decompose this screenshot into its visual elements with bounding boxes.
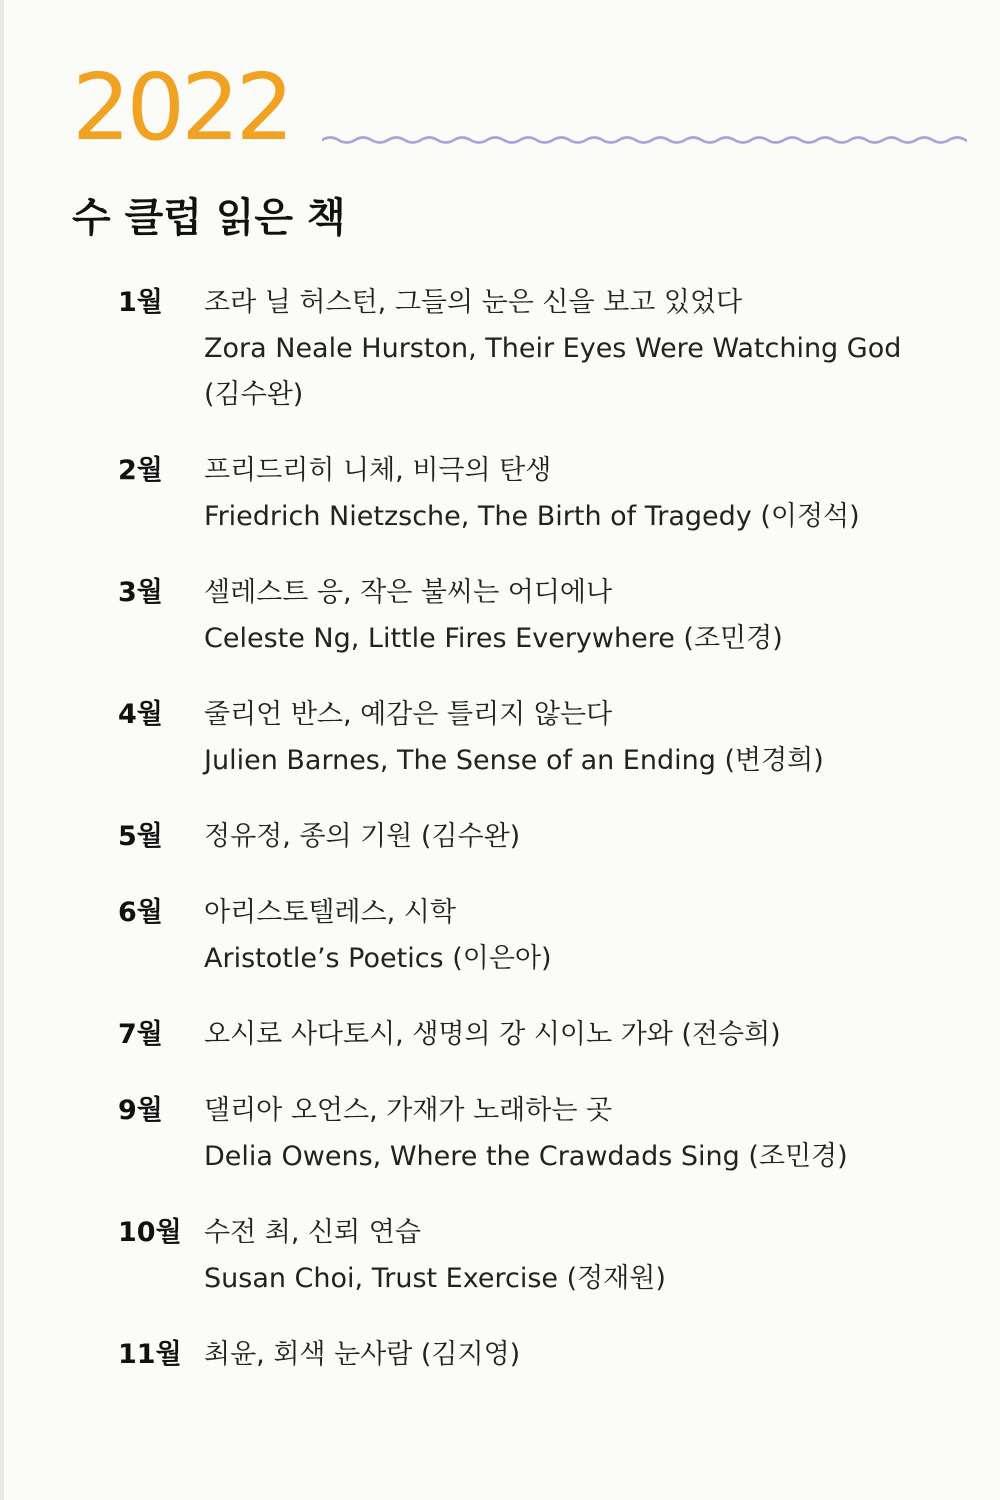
month-label: 11월 xyxy=(118,1339,182,1370)
book-list xyxy=(118,280,968,1378)
book-text-line: Zora Neale Hurston, Their Eyes Were Watching God xyxy=(204,333,902,364)
entry-spacer xyxy=(118,418,968,448)
entry-spacer xyxy=(118,662,968,692)
entry-spacer xyxy=(118,982,968,1012)
month-label: 7월 xyxy=(118,1019,163,1050)
book-text-line: 정유정, 종의 기원 (김수완) xyxy=(204,821,521,852)
entry-spacer xyxy=(118,1058,968,1088)
wavy-divider xyxy=(322,126,967,154)
month-label: 2월 xyxy=(118,455,163,486)
entry-spacer xyxy=(118,1180,968,1210)
book-text-line: 댈리아 오언스, 가재가 노래하는 곳 xyxy=(204,1095,613,1126)
book-entry xyxy=(118,814,968,860)
month-label: 9월 xyxy=(118,1095,163,1126)
entry-spacer xyxy=(118,1302,968,1332)
book-entry xyxy=(118,1088,968,1180)
book-text-line: 수전 최, 신뢰 연습 xyxy=(204,1217,421,1248)
entry-spacer xyxy=(118,784,968,814)
book-entry xyxy=(118,890,968,982)
month-label: 10월 xyxy=(118,1217,182,1248)
book-text-line: 아리스토텔레스, 시학 xyxy=(204,897,456,928)
book-text-line: (김수완) xyxy=(204,379,304,410)
book-entry xyxy=(118,692,968,784)
book-text-line: 셀레스트 응, 작은 불씨는 어디에나 xyxy=(204,577,613,608)
page-title: 수 클럽 읽은 책 xyxy=(72,195,346,241)
month-label: 6월 xyxy=(118,897,163,928)
book-text-line: 프리드리히 니체, 비극의 탄생 xyxy=(204,455,552,486)
month-label: 5월 xyxy=(118,821,163,852)
book-text-line: Julien Barnes, The Sense of an Ending (변경희) xyxy=(204,745,824,776)
book-entry xyxy=(118,1332,968,1378)
book-text-line: 줄리언 반스, 예감은 틀리지 않는다 xyxy=(204,699,613,730)
book-entry xyxy=(118,1210,968,1302)
month-label: 3월 xyxy=(118,577,163,608)
month-label: 4월 xyxy=(118,699,163,730)
book-text-line: Friedrich Nietzsche, The Birth of Tragedy (이정석) xyxy=(204,501,860,532)
page-edge xyxy=(0,0,4,1500)
year-heading: 2022 xyxy=(72,54,291,161)
book-text-line: Delia Owens, Where the Crawdads Sing (조민경) xyxy=(204,1141,848,1172)
page-header xyxy=(72,54,972,162)
book-text-line: Celeste Ng, Little Fires Everywhere (조민경) xyxy=(204,623,783,654)
month-label: 1월 xyxy=(118,287,163,318)
book-text-line: 오시로 사다토시, 생명의 강 시이노 가와 (전승희) xyxy=(204,1019,781,1050)
book-text-line: Aristotle’s Poetics (이은아) xyxy=(204,943,552,974)
book-text-line: 조라 닐 허스턴, 그들의 눈은 신을 보고 있었다 xyxy=(204,287,743,318)
entry-spacer xyxy=(118,540,968,570)
book-text-line: 최윤, 회색 눈사람 (김지영) xyxy=(204,1339,521,1370)
book-entry xyxy=(118,448,968,540)
entry-spacer xyxy=(118,860,968,890)
book-text-line: Susan Choi, Trust Exercise (정재원) xyxy=(204,1263,666,1294)
book-entry xyxy=(118,280,968,418)
book-entry xyxy=(118,1012,968,1058)
book-entry xyxy=(118,570,968,662)
